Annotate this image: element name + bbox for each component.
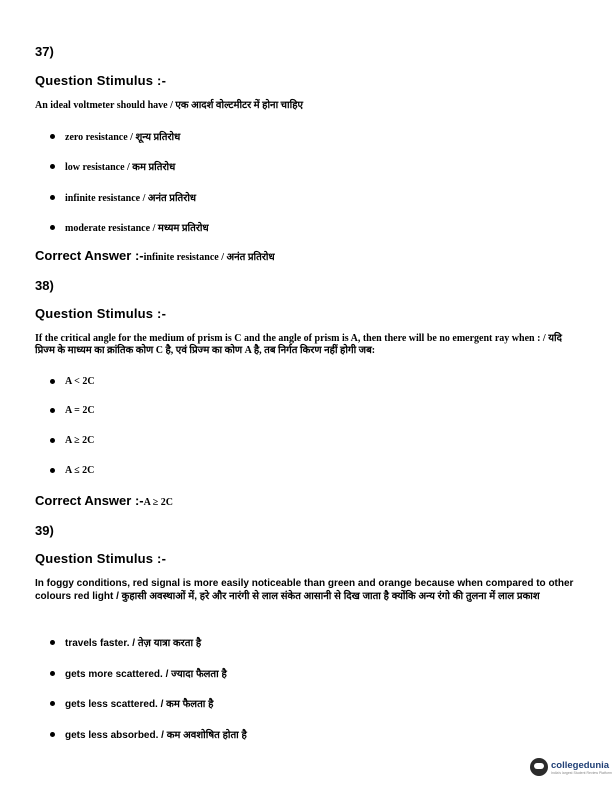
option-39-2 [50,666,227,680]
question-number-38: 38) [35,278,54,293]
answer-value: A ≥ 2C [143,497,173,508]
bullet-icon [50,164,55,169]
bullet-icon [50,640,55,645]
option-37-2 [50,159,175,173]
option-text: A ≤ 2C [65,465,95,476]
bullet-icon [50,134,55,139]
brand-logo[interactable] [530,758,612,776]
bullet-icon [50,468,55,473]
brand-name: collegedunia [551,759,610,771]
option-39-4 [50,727,247,741]
option-39-1 [50,635,201,649]
option-37-1 [50,129,180,143]
bullet-icon [50,408,55,413]
option-text: low resistance / कम प्रतिरोध [65,162,176,173]
mascot-icon [530,758,548,776]
bullet-icon [50,195,55,200]
answer-label: Correct Answer :- [35,248,144,263]
option-text: gets less absorbed. / कम अवशोषित होता है [65,730,247,741]
answer-value: infinite resistance / अनंत प्रतिरोध [143,252,275,263]
stimulus-text-37: An ideal voltmeter should have / एक आदर्श वोल्टमीटर में होना चाहिए [35,100,304,111]
stimulus-text-38: If the critical angle for the medium of prism is C and the angle of prism is A, then there will be no emergent ray when : / यदि प्रिज्म के माध्यम का क्रांतिक कोण C है, एवं प्रिज्म का कोण A है, तब निर्गत किरण नहीं होगी जब: [35,333,562,356]
option-38-4 [50,465,94,476]
stimulus-heading-39: Question Stimulus :- [35,551,167,566]
correct-answer-37 [35,248,275,263]
option-text: gets more scattered. / ज्यादा फैलता है [65,669,227,680]
option-text: moderate resistance / मध्यम प्रतिरोध [65,223,209,234]
logo-text [551,760,612,775]
question-number-37: 37) [35,44,54,59]
option-38-2 [50,405,95,416]
option-38-3 [50,435,94,446]
question-number-39: 39) [35,523,54,538]
option-text: zero resistance / शून्य प्रतिरोध [65,132,181,143]
option-38-1 [50,376,95,387]
option-text: A = 2C [65,405,95,416]
option-39-3 [50,696,213,710]
option-text: A ≥ 2C [65,435,95,446]
bullet-icon [50,379,55,384]
option-text: travels faster. / तेज़ यात्रा करता है [65,638,202,649]
bullet-icon [50,438,55,443]
correct-answer-38 [35,493,173,508]
option-text: gets less scattered. / कम फैलता है [65,699,214,710]
stimulus-heading-38: Question Stimulus :- [35,306,167,321]
option-37-3 [50,190,196,204]
brand-tagline: India's largest Student Review Platform [551,770,612,775]
option-text: infinite resistance / अनंत प्रतिरोध [65,193,197,204]
option-text: A < 2C [65,376,95,387]
answer-label: Correct Answer :- [35,493,144,508]
bullet-icon [50,225,55,230]
stimulus-text-39: In foggy conditions, red signal is more easily noticeable than green and orange because when compared to other colours red light / कुहासी अवस्थाओं में, हरे और नारंगी से लाल संकेत आसानी से दिख जाता है क्योंकि अन्य रंगो की तुलना में लाल प्रकाश [35,578,574,602]
bullet-icon [50,732,55,737]
stimulus-heading-37: Question Stimulus :- [35,73,167,88]
bullet-icon [50,701,55,706]
option-37-4 [50,220,209,234]
bullet-icon [50,671,55,676]
